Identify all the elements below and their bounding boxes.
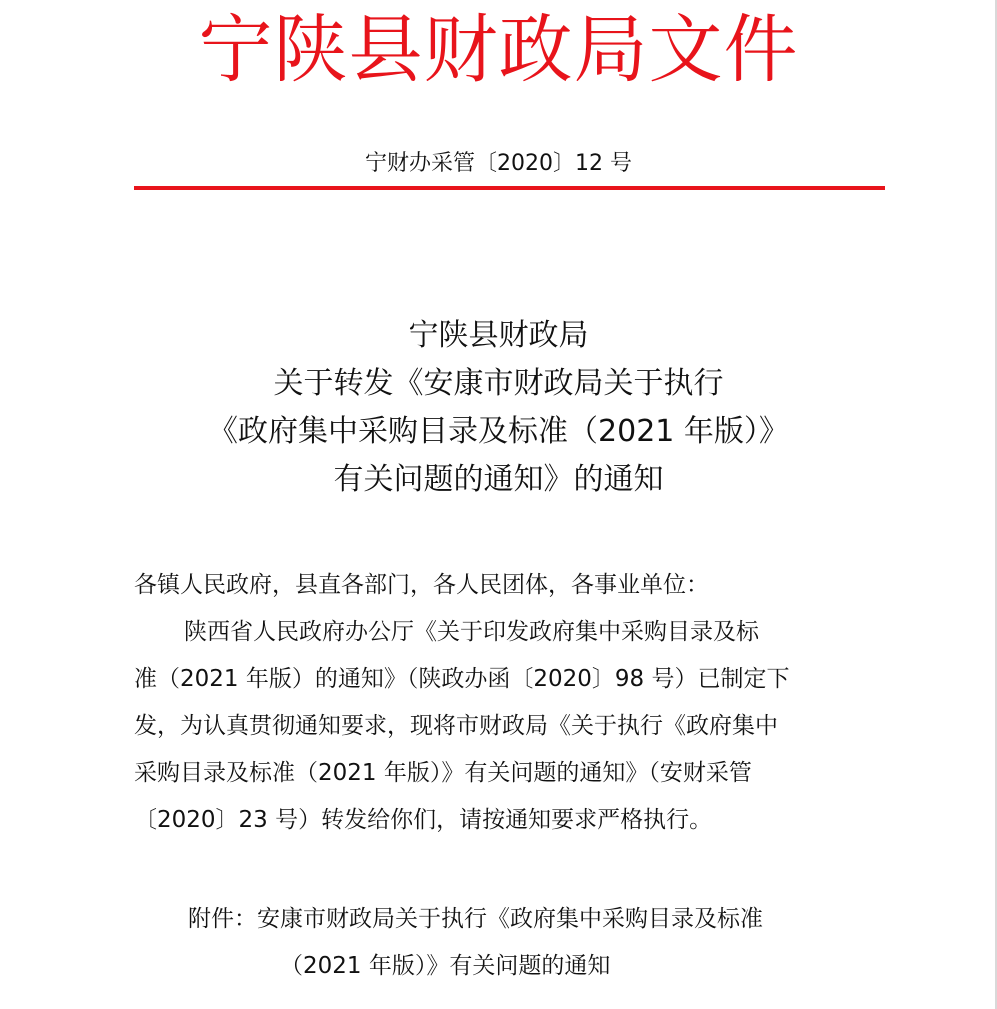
body-line-1: 陕西省人民政府办公厅《关于印发政府集中采购目录及标	[184, 619, 759, 645]
notice-title	[0, 312, 997, 504]
notice-title-line-3: 《政府集中采购目录及标准（2021 年版）》	[208, 414, 789, 449]
notice-title-line-1: 宁陕县财政局	[408, 318, 589, 353]
notice-title-line-2: 关于转发《安康市财政局关于执行	[273, 366, 724, 401]
body-line-3: 发，为认真贯彻通知要求，现将市财政局《关于执行《政府集中	[134, 713, 778, 739]
attachment-line-2: （2021 年版）》有关问题的通知	[280, 953, 611, 979]
attachment-line-1: 附件：安康市财政局关于执行《政府集中采购目录及标准	[188, 906, 763, 932]
notice-body	[134, 562, 874, 844]
red-divider-line	[134, 186, 885, 190]
notice-title-line-4: 有关问题的通知》的通知	[333, 462, 664, 497]
body-line-2: 准（2021 年版）的通知》（陕政办函〔2020〕98 号）已制定下	[134, 666, 790, 692]
attachment-note	[188, 896, 908, 990]
document-masthead-title: 宁陕县财政局文件	[198, 7, 799, 93]
body-line-4: 采购目录及标准（2021 年版）》有关问题的通知》（安财采管	[134, 760, 752, 786]
salutation: 各镇人民政府，县直各部门，各人民团体，各事业单位：	[134, 572, 709, 598]
document-number: 宁财办采管〔2020〕12 号	[365, 151, 632, 176]
body-line-5: 〔2020〕23 号）转发给你们，请按通知要求严格执行。	[134, 807, 713, 833]
